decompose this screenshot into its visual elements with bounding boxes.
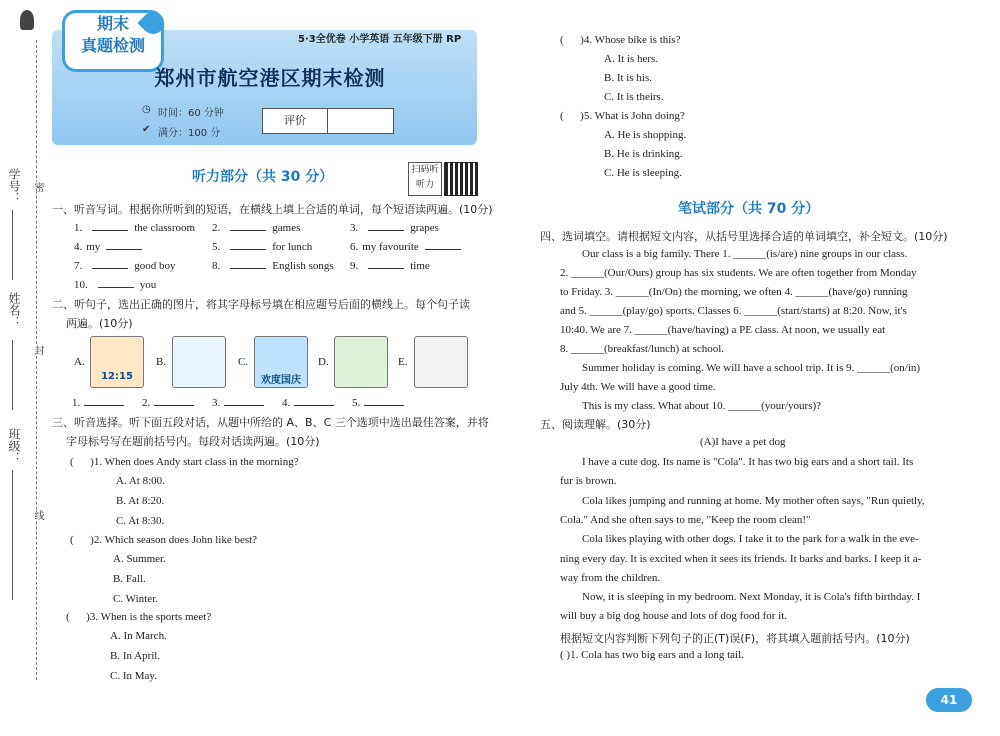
- answer-blank[interactable]: [92, 258, 128, 269]
- series-label: 5·3全优卷 小学英语 五年级下册 RP: [298, 34, 462, 45]
- seal-mi: 密: [32, 182, 43, 192]
- passage-line: 2. ______(Our/Ours) group has six students. We are often together from Monday: [560, 267, 917, 279]
- passage-line: and 5. ______(play/go) sports. Classes 6. ______(start/starts) at 8:20. Now, it's: [560, 305, 907, 317]
- item-number: 2.: [212, 222, 221, 234]
- answer-option: B. At 8:20.: [116, 495, 165, 507]
- answer-blank[interactable]: [84, 395, 124, 406]
- qr-label: 扫码听听力: [408, 162, 442, 196]
- item-post: games: [272, 222, 301, 234]
- answer-number: 5.: [352, 397, 361, 409]
- answer-option: B. In April.: [110, 650, 161, 662]
- item-post: English songs: [272, 260, 334, 272]
- evaluation-label: 评价: [263, 109, 328, 133]
- answer-blank[interactable]: [230, 239, 266, 250]
- name-line[interactable]: [12, 340, 13, 410]
- section1-heading: 一、听音写词。根据你所听到的短语，在横线上填上合适的单词，每个短语读两遍。(10分): [52, 203, 493, 216]
- evaluation-field[interactable]: [328, 109, 393, 133]
- reading-line: will buy a big dog house and lots of dog food for it.: [560, 610, 788, 623]
- reading-line: I have a cute dog. Its name is "Cola". It has two big ears and a short tail. Its: [582, 456, 914, 468]
- qr-code[interactable]: [444, 162, 478, 196]
- answer-option: A. It is hers.: [604, 53, 659, 65]
- answer-number: 2.: [142, 397, 151, 409]
- passage-line: July 4th. We will have a good time.: [560, 381, 716, 393]
- answer-blank[interactable]: [368, 258, 404, 269]
- answer-option: A. At 8:00.: [116, 475, 165, 487]
- fill-item: [74, 277, 156, 291]
- fill-item: [74, 220, 195, 234]
- picture-letter: D.: [318, 356, 329, 368]
- answer-blank[interactable]: [364, 395, 404, 406]
- binding-strip: [0, 0, 46, 736]
- section2-heading-1: 二、听句子，选出正确的图片，将其字母标号填在相应题号后面的横线上。每个句子读: [52, 298, 470, 311]
- name-label: 姓名：: [7, 292, 21, 328]
- item-pre: my favourite: [362, 241, 419, 253]
- fill-item: [350, 258, 430, 272]
- section5-heading: 五、阅读理解。(30分): [540, 418, 651, 431]
- answer-slot: [72, 395, 124, 409]
- reading-line: ning every day. It is excited when it sees its friends. It barks and barks. I keep it a-: [560, 552, 922, 565]
- class-label: 班级：: [7, 428, 21, 464]
- reading-line: Cola." And she often says to me, "Keep the room clean!": [560, 513, 811, 526]
- answer-option: A. Summer.: [113, 553, 166, 565]
- item-number: 10.: [74, 279, 88, 291]
- listening-question[interactable]: ( )4. Whose bike is this?: [560, 34, 681, 46]
- page-number: 41: [926, 688, 972, 712]
- page-title: 郑州市航空港区期末检测: [154, 66, 386, 90]
- answer-option: C. He is sleeping.: [604, 167, 682, 179]
- section3-heading-2: 字母标号写在题前括号内。每段对话读两遍。(10分): [66, 435, 320, 448]
- answer-option: C. Winter.: [113, 593, 158, 605]
- answer-blank[interactable]: [154, 395, 194, 406]
- listening-question[interactable]: ( )3. When is the sports meet?: [66, 611, 212, 623]
- answer-blank[interactable]: [294, 395, 334, 406]
- reading-line: way from the children.: [560, 571, 661, 584]
- time-limit: 时间：60 分钟: [158, 108, 224, 119]
- student-no-label: 学号：: [7, 168, 21, 204]
- badge-top: 期末: [96, 14, 129, 33]
- fill-item: [350, 239, 467, 253]
- fill-item: [212, 239, 312, 253]
- answer-slot: [352, 395, 404, 409]
- answer-option: C. At 8:30.: [116, 515, 165, 527]
- fill-item: [74, 258, 176, 272]
- item-number: 8.: [212, 260, 221, 272]
- judge-question-1[interactable]: ( )1. Cola has two big ears and a long tail.: [560, 649, 744, 661]
- item-number: 5.: [212, 241, 221, 253]
- answer-blank[interactable]: [425, 239, 461, 250]
- answer-option: A. He is shopping.: [604, 129, 687, 141]
- evaluation-box: [262, 108, 394, 134]
- item-number: 4.: [74, 241, 83, 253]
- answer-option: C. It is theirs.: [604, 91, 664, 103]
- fill-item: [74, 239, 148, 253]
- section3-heading-1: 三、听音选择。听下面五段对话，从题中所给的 A、B、C 三个选项中选出最佳答案，并将: [52, 416, 489, 429]
- check-icon: ✔: [142, 124, 151, 135]
- answer-slot: [212, 395, 264, 409]
- answer-slot: [282, 395, 334, 409]
- item-number: 3.: [350, 222, 359, 234]
- item-number: 6.: [350, 241, 359, 253]
- item-post: grapes: [410, 222, 439, 234]
- picture-label: 欢度国庆: [261, 375, 301, 386]
- answer-blank[interactable]: [230, 258, 266, 269]
- reading-line: Cola likes jumping and running at home. My mother often says, "Run quietly,: [582, 494, 925, 507]
- answer-option: A. In March.: [110, 630, 167, 642]
- item-number: 7.: [74, 260, 83, 272]
- answer-number: 1.: [72, 397, 81, 409]
- answer-blank[interactable]: [98, 277, 134, 288]
- answer-option: B. Fall.: [113, 573, 146, 585]
- answer-option: B. It is his.: [604, 72, 652, 84]
- answer-option: C. In May.: [110, 670, 157, 682]
- item-post: for lunch: [272, 241, 313, 253]
- passage-line: This is my class. What about 10. ______(your/yours)?: [582, 400, 822, 412]
- answer-number: 3.: [212, 397, 221, 409]
- reading-line: Now, it is sleeping in my bedroom. Next Monday, it is Cola's fifth birthday. I: [582, 591, 921, 604]
- picture-letter: E.: [398, 356, 408, 368]
- clock-icon: ◷: [142, 104, 151, 115]
- judge-heading: 根据短文内容判断下列句子的正(T)误(F)，将其填入题前括号内。(10分): [560, 632, 910, 645]
- item-post: time: [410, 260, 430, 272]
- written-title: 笔试部分（共 70 分）: [678, 201, 820, 217]
- seal-feng: 封: [32, 345, 43, 355]
- item-number: 9.: [350, 260, 359, 272]
- listening-title: 听力部分（共 30 分）: [192, 169, 334, 185]
- option-picture: [90, 336, 144, 388]
- passage-line: Summer holiday is coming. We will have a school trip. It is 9. ______(on/in): [582, 362, 921, 374]
- rocket-icon: [20, 10, 34, 30]
- option-picture: [414, 336, 468, 388]
- class-line[interactable]: [12, 470, 13, 600]
- listening-question[interactable]: ( )2. Which season does John like best?: [70, 534, 258, 546]
- section4-heading: 四、选词填空。请根据短文内容，从括号里选择合适的单词填空，补全短文。(10分): [540, 230, 948, 243]
- answer-blank[interactable]: [230, 220, 266, 231]
- answer-blank[interactable]: [92, 220, 128, 231]
- badge-bottom: 真题检测: [80, 36, 145, 55]
- fill-item: [212, 258, 334, 272]
- answer-number: 4.: [282, 397, 291, 409]
- option-picture: [172, 336, 226, 388]
- item-post: good boy: [134, 260, 176, 272]
- answer-blank[interactable]: [106, 239, 142, 250]
- picture-label: 12:15: [101, 371, 133, 382]
- picture-letter: B.: [156, 356, 167, 368]
- item-number: 1.: [74, 222, 83, 234]
- answer-blank[interactable]: [368, 220, 404, 231]
- answer-blank[interactable]: [224, 395, 264, 406]
- answer-slot: [142, 395, 194, 409]
- picture-letter: A.: [74, 356, 85, 368]
- answer-option: B. He is drinking.: [604, 148, 683, 160]
- passage-line: Our class is a big family. There 1. ______(is/are) nine groups in our class.: [582, 248, 908, 260]
- option-picture: [254, 336, 308, 388]
- fill-item: [212, 220, 300, 234]
- section2-heading-2: 两遍。(10分): [66, 317, 133, 330]
- option-picture: [334, 336, 388, 388]
- student-no-line[interactable]: [12, 210, 13, 280]
- cut-line: [36, 40, 37, 680]
- seal-xian: 线: [32, 510, 43, 520]
- picture-letter: C.: [238, 356, 249, 368]
- listening-question[interactable]: ( )5. What is John doing?: [560, 110, 685, 122]
- item-post: you: [139, 279, 157, 291]
- item-pre: my: [86, 241, 101, 253]
- item-post: the classroom: [134, 222, 196, 234]
- reading-subtitle: (A)I have a pet dog: [700, 436, 786, 448]
- fill-item: [350, 220, 439, 234]
- reading-line: fur is brown.: [560, 475, 617, 488]
- passage-line: 10:40. We are 7. ______(have/having) a PE class. At noon, we usually eat: [560, 324, 886, 336]
- full-score: 满分：100 分: [158, 128, 221, 139]
- passage-line: to Friday. 3. ______(In/On) the morning, we often 4. ______(have/go) running: [560, 286, 908, 298]
- passage-line: 8. ______(breakfast/lunch) at school.: [560, 343, 725, 355]
- listening-question[interactable]: ( )1. When does Andy start class in the morning?: [70, 456, 299, 468]
- reading-line: Cola likes playing with other dogs. I take it to the park for a walk in the eve-: [582, 533, 919, 546]
